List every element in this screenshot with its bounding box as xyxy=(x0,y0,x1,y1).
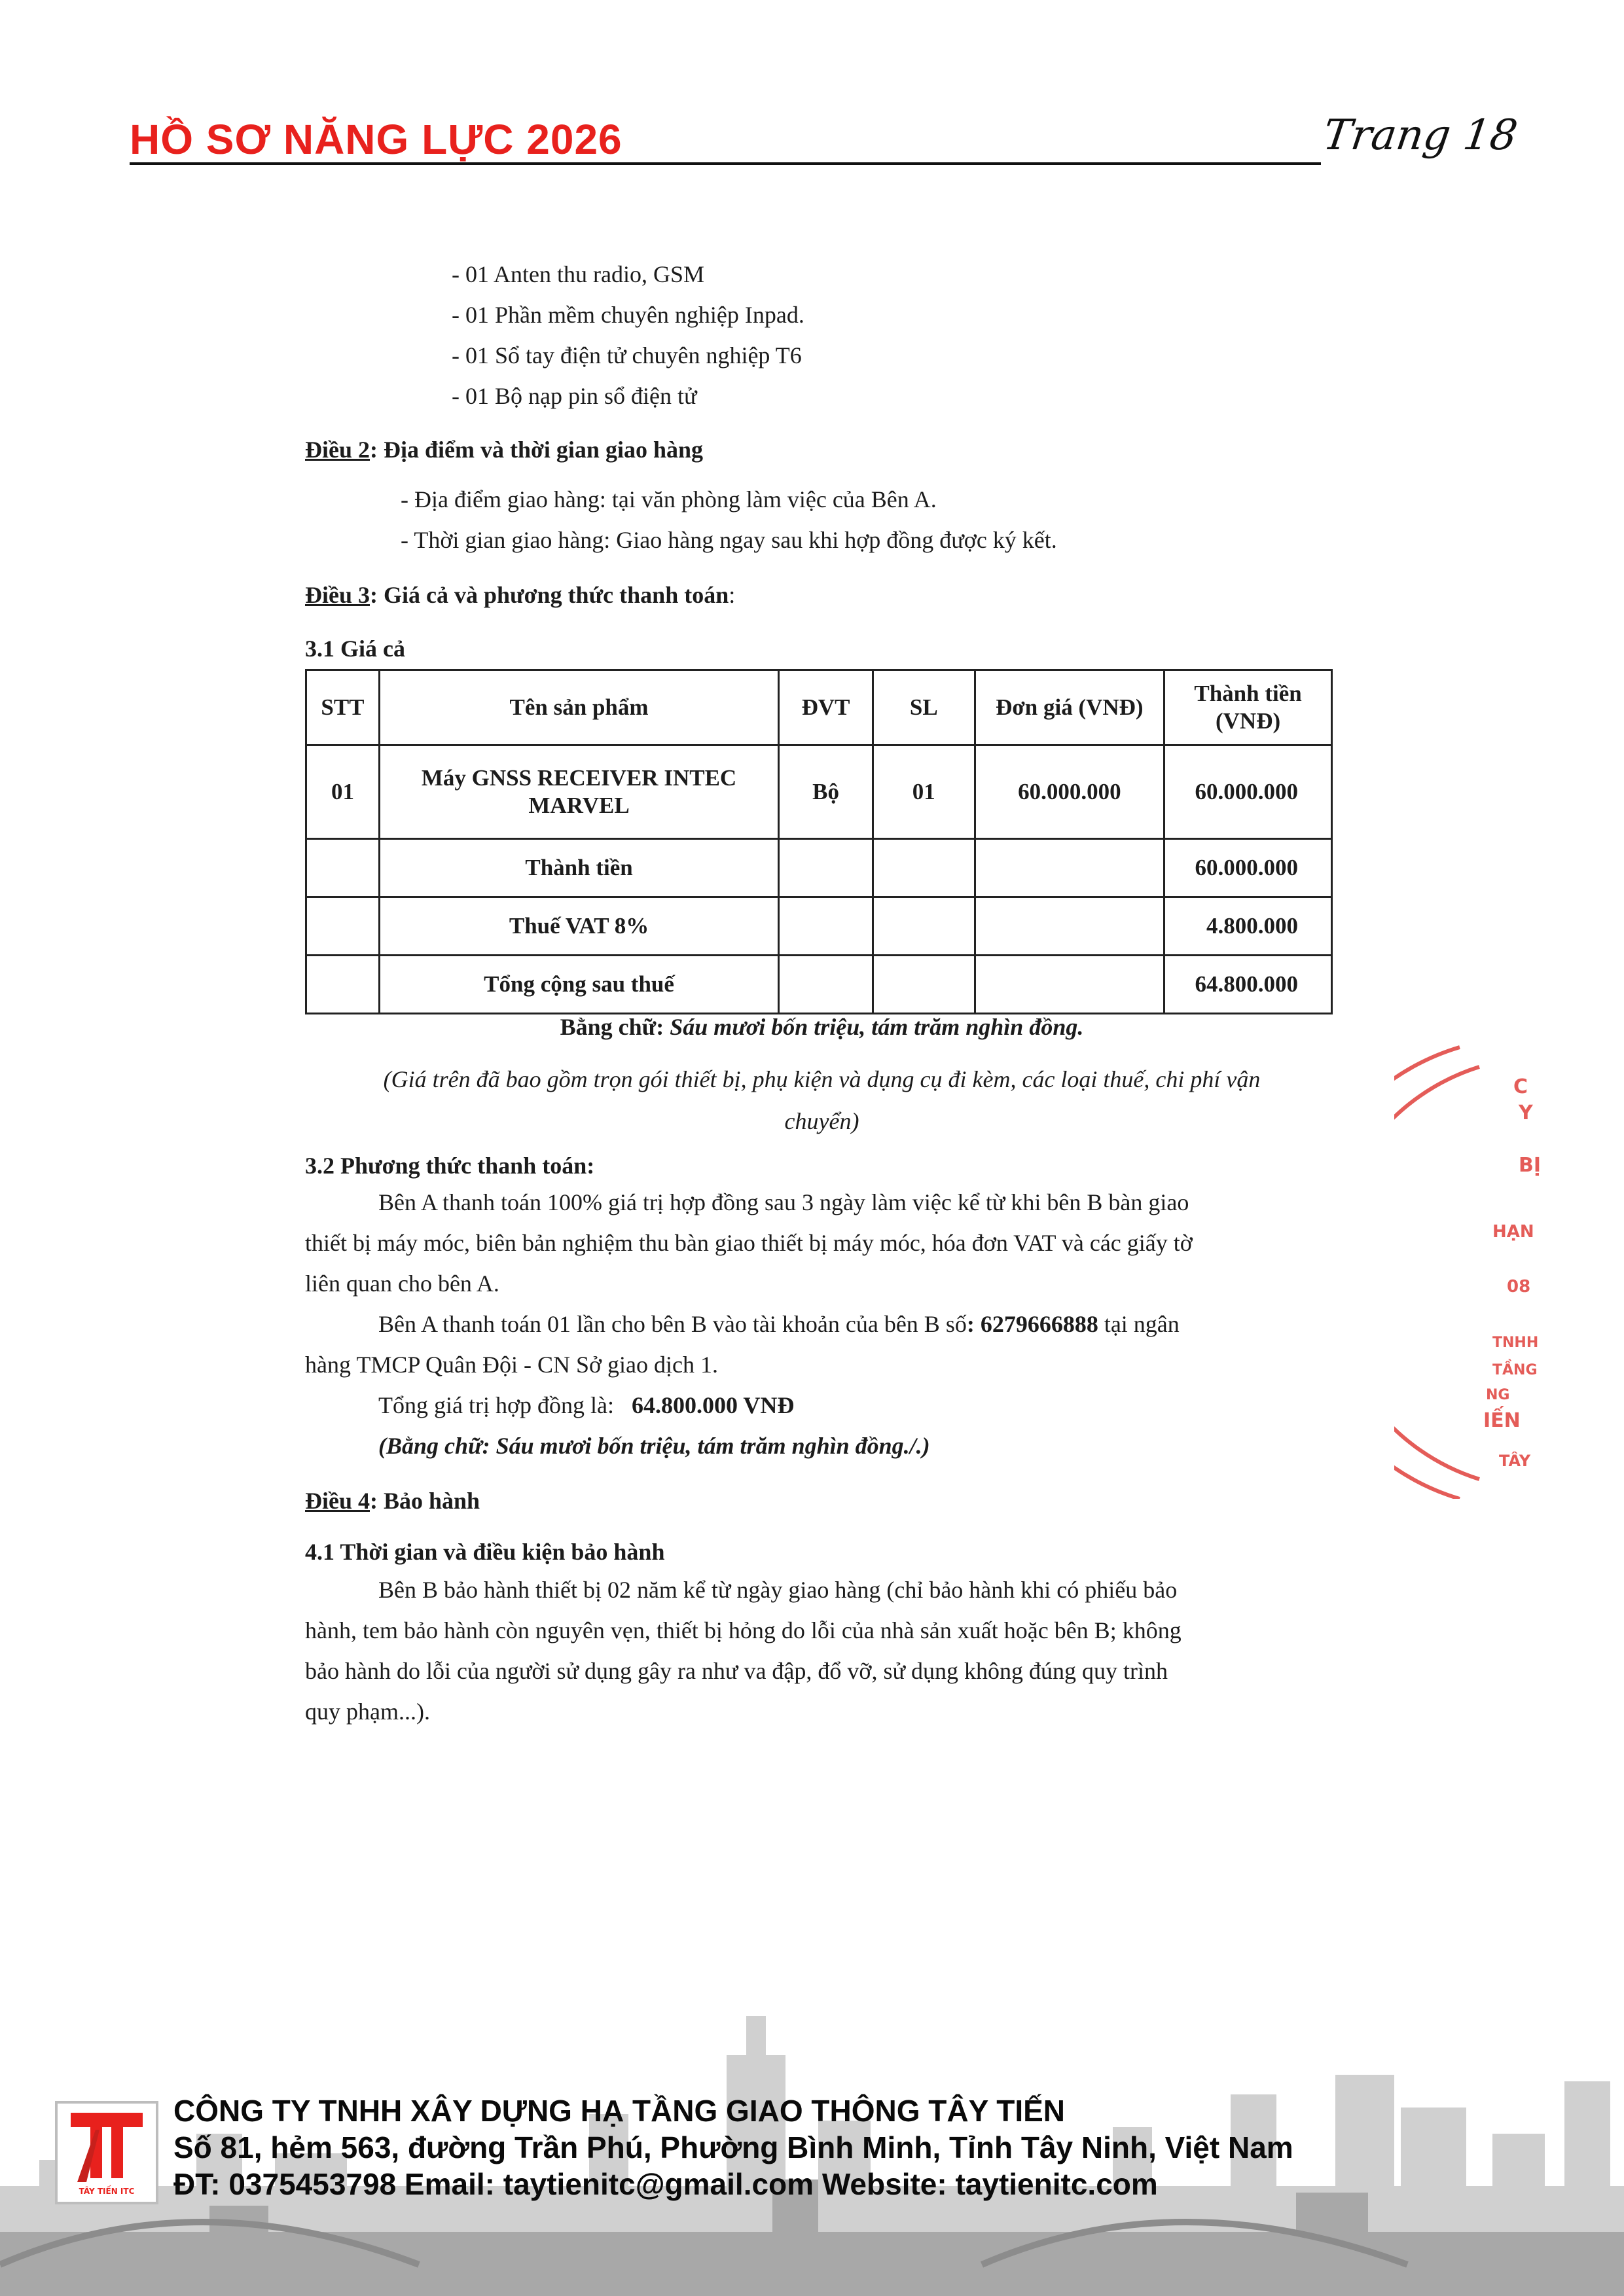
payment-para-1-line-1: Bên A thanh toán 100% giá trị hợp đồng sau 3 ngày làm việc kể từ khi bên B bàn giao xyxy=(378,1189,1189,1215)
seal-fragment: BỊ xyxy=(1519,1154,1542,1177)
vat-label: Thuế VAT 8% xyxy=(379,897,778,956)
article-3-heading xyxy=(305,583,735,609)
payment-account-number: : 6279666888 xyxy=(966,1311,1098,1337)
warranty-line-3: bảo hành do lỗi của người sử dụng gây ra như va đập, đổ vỡ, sử dụng không đúng quy trình xyxy=(305,1658,1168,1684)
seal-fragment: IẾN xyxy=(1483,1409,1521,1432)
contract-total-words: (Bằng chữ: Sáu mươi bốn triệu, tám trăm nghìn đồng./.) xyxy=(378,1433,930,1459)
subtotal-label: Thành tiền xyxy=(379,839,778,897)
table-row xyxy=(306,745,1332,839)
document-title: HỒ SƠ NĂNG LỰC 2026 xyxy=(130,116,623,163)
seal-fragment: HẠN xyxy=(1492,1222,1534,1242)
article-4-heading xyxy=(305,1488,480,1515)
cell-qty: 01 xyxy=(873,745,975,839)
vat-value: 4.800.000 xyxy=(1164,897,1332,956)
grand-total-row xyxy=(306,956,1332,1014)
article-4-title: : Bảo hành xyxy=(370,1488,480,1514)
header-rule xyxy=(130,162,1321,165)
cell-stt: 01 xyxy=(306,745,380,839)
payment-account-suffix: tại ngân xyxy=(1098,1311,1180,1337)
price-note-line-2: chuyển) xyxy=(784,1108,859,1134)
vat-row xyxy=(306,897,1332,956)
article-3-colon: : xyxy=(729,582,736,608)
section-4-1-heading: 4.1 Thời gian và điều kiện bảo hành xyxy=(305,1539,665,1565)
words-value: Sáu mươi bốn triệu, tám trăm nghìn đồng. xyxy=(670,1014,1084,1040)
company-seal xyxy=(1394,1041,1624,1499)
company-logo xyxy=(55,2101,158,2204)
accessory-item: - 01 Sổ tay điện tử chuyên nghiệp T6 xyxy=(452,342,802,368)
footer-contact: ĐT: 0375453798 Email: taytienitc@gmail.com Website: taytienitc.com xyxy=(173,2167,1158,2201)
col-header-stt: STT xyxy=(306,670,380,745)
section-3-2-heading: 3.2 Phương thức thanh toán: xyxy=(305,1153,595,1179)
table-header-row xyxy=(306,670,1332,745)
col-header-unit-price: Đơn giá (VNĐ) xyxy=(975,670,1164,745)
delivery-time: - Thời gian giao hàng: Giao hàng ngay sau khi hợp đồng được ký kết. xyxy=(401,527,1057,553)
warranty-line-4: quy phạm...). xyxy=(305,1698,430,1725)
accessory-item: - 01 Bộ nạp pin sổ điện tử xyxy=(452,383,697,409)
contract-total-label: Tổng giá trị hợp đồng là: xyxy=(378,1392,614,1418)
footer-company-name: CÔNG TY TNHH XÂY DỰNG HẠ TẦNG GIAO THÔNG TÂY TIẾN xyxy=(173,2094,1066,2128)
cell-unit-price: 60.000.000 xyxy=(975,745,1164,839)
col-header-unit: ĐVT xyxy=(779,670,873,745)
footer-address: Số 81, hẻm 563, đường Trần Phú, Phường Bình Minh, Tỉnh Tây Ninh, Việt Nam xyxy=(173,2130,1293,2164)
accessory-item: - 01 Anten thu radio, GSM xyxy=(452,261,704,287)
payment-para-1-line-3: liên quan cho bên A. xyxy=(305,1270,499,1297)
seal-fragment: 08 xyxy=(1507,1277,1531,1297)
payment-para-2-line-2: hàng TMCP Quân Đội - CN Sở giao dịch 1. xyxy=(305,1352,719,1378)
price-table xyxy=(305,669,1333,1014)
warranty-line-1: Bên B bảo hành thiết bị 02 năm kể từ ngày giao hàng (chỉ bảo hành khi có phiếu bảo xyxy=(378,1577,1178,1603)
cell-product-name: Máy GNSS RECEIVER INTEC MARVEL xyxy=(379,745,778,839)
article-2-heading xyxy=(305,437,703,463)
payment-account-prefix: Bên A thanh toán 01 lần cho bên B vào tài khoản của bên B số xyxy=(378,1311,967,1337)
article-2-label: Điều 2 xyxy=(305,437,370,463)
subtotal-value: 60.000.000 xyxy=(1164,839,1332,897)
words-label: Bằng chữ: xyxy=(560,1014,664,1040)
accessory-item: - 01 Phần mềm chuyên nghiệp Inpad. xyxy=(452,302,804,328)
payment-para-1-line-2: thiết bị máy móc, biên bản nghiệm thu bàn giao thiết bị máy móc, hóa đơn VAT và các giấy tờ xyxy=(305,1230,1193,1256)
article-2-title: : Địa điểm và thời gian giao hàng xyxy=(370,437,703,463)
seal-fragment: TNHH xyxy=(1492,1335,1539,1351)
grand-total-value: 64.800.000 xyxy=(1164,956,1332,1014)
price-note-line-1: (Giá trên đã bao gồm trọn gói thiết bị, phụ kiện và dụng cụ đi kèm, các loại thuế, chi phí vận xyxy=(383,1066,1261,1092)
cell-unit: Bộ xyxy=(779,745,873,839)
contract-total xyxy=(378,1393,794,1419)
seal-fragment: TÂY xyxy=(1499,1452,1531,1470)
article-3-title: : Giá cả và phương thức thanh toán xyxy=(370,582,729,608)
contract-total-value: 64.800.000 VNĐ xyxy=(631,1392,795,1418)
article-4-label: Điều 4 xyxy=(305,1488,370,1514)
page-number: Trang 18 xyxy=(1320,111,1521,160)
col-header-amount: Thành tiền (VNĐ) xyxy=(1164,670,1332,745)
col-header-qty: SL xyxy=(873,670,975,745)
seal-fragment: TẦNG xyxy=(1492,1362,1538,1378)
col-header-product: Tên sản phẩm xyxy=(379,670,778,745)
amount-in-words xyxy=(0,1014,1624,1041)
seal-fragment: NG xyxy=(1486,1387,1510,1403)
subtotal-row xyxy=(306,839,1332,897)
seal-fragment: C xyxy=(1513,1075,1528,1098)
payment-para-2-line-1 xyxy=(378,1312,1180,1338)
seal-fragment: Y xyxy=(1519,1102,1533,1124)
cell-amount: 60.000.000 xyxy=(1164,745,1332,839)
warranty-line-2: hành, tem bảo hành còn nguyên vẹn, thiết bị hỏng do lỗi của nhà sản xuất hoặc bên B; không xyxy=(305,1617,1182,1643)
delivery-location: - Địa điểm giao hàng: tại văn phòng làm việc của Bên A. xyxy=(401,486,937,512)
article-3-label: Điều 3 xyxy=(305,582,370,608)
grand-total-label: Tổng cộng sau thuế xyxy=(379,956,778,1014)
logo-text: TÂY TIẾN ITC xyxy=(79,2187,135,2196)
section-3-1-heading: 3.1 Giá cả xyxy=(305,636,405,662)
